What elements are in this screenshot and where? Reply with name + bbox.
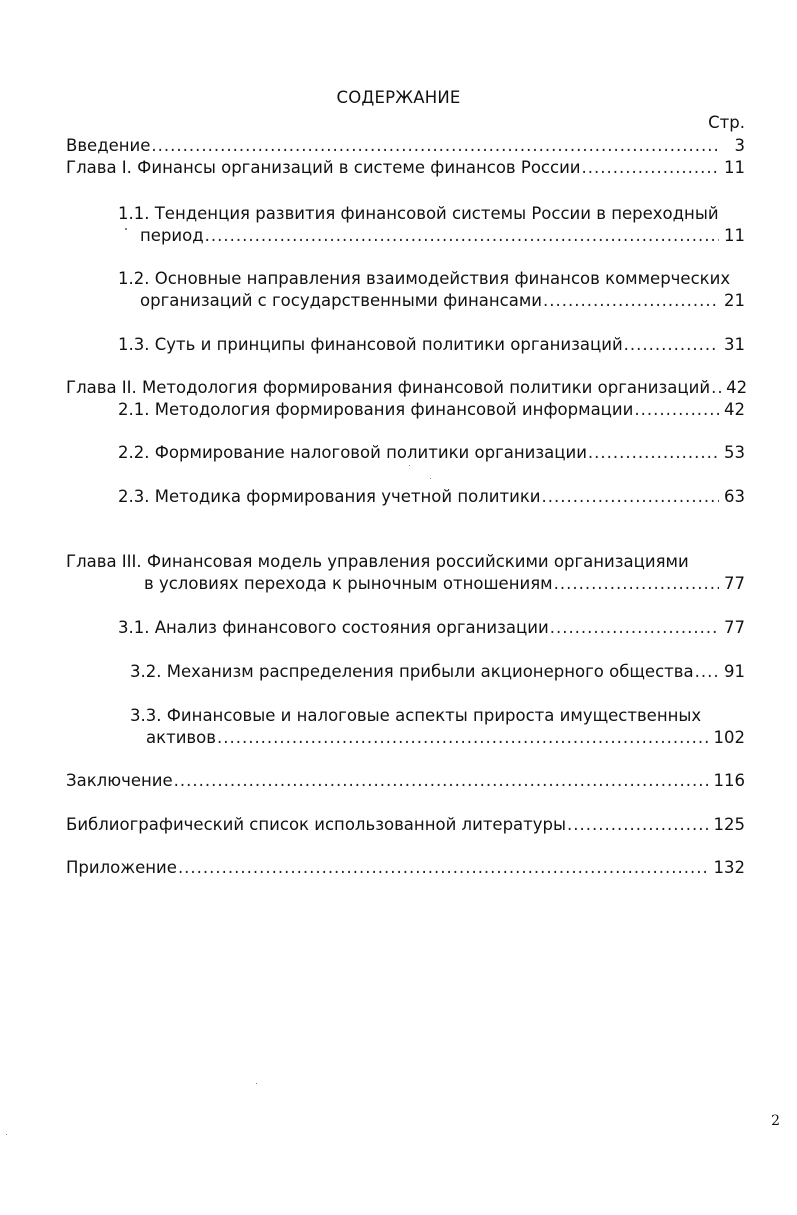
- toc-entry-first-line: 1.1. Тенденция развития финансовой системы России в переходный: [118, 204, 719, 223]
- toc-page-number: 53: [724, 443, 745, 462]
- leader-dots: [588, 442, 719, 464]
- toc-entry-section-1-3: [118, 334, 745, 356]
- leader-dots: [695, 661, 719, 683]
- toc-entry-section-1-2: [118, 268, 745, 312]
- toc-entry-text: 2.3. Методика формирования учетной политики: [118, 487, 541, 506]
- leader-dots: [217, 727, 710, 749]
- leader-dots: [178, 857, 710, 879]
- scan-speck: [125, 228, 127, 230]
- toc-entry-text: организаций с государственными финансами: [140, 291, 543, 310]
- toc-entry-section-2-2: [118, 442, 745, 464]
- toc-entry-text: 2.2. Формирование налоговой политики организации: [118, 443, 587, 462]
- toc-entry-intro: [66, 135, 745, 157]
- toc-entry-chapter-3: [66, 551, 745, 595]
- toc-page-number: 132: [713, 858, 745, 877]
- scan-speck: [430, 478, 431, 479]
- toc-page-number: 21: [724, 291, 745, 310]
- toc-entry-chapter-2: [66, 377, 748, 399]
- toc-page-number: 3: [734, 136, 745, 155]
- leader-dots: [543, 290, 719, 312]
- leader-dots: [567, 814, 709, 836]
- toc-entry-text: 3.1. Анализ финансового состояния организации: [118, 618, 549, 637]
- scan-speck: [409, 465, 410, 466]
- toc-entry-text: 2.1. Методология формирования финансовой информации: [118, 400, 634, 419]
- toc-page-number: 11: [724, 226, 745, 245]
- toc-page-number: 11: [724, 158, 745, 177]
- toc-entry-first-line: Глава III. Финансовая модель управления российскими организациями: [66, 552, 689, 571]
- toc-entry-text: Библиографический список использованной литературы: [66, 815, 567, 834]
- toc-entry-text: период: [140, 226, 204, 245]
- toc-entry-text: Введение: [66, 136, 151, 155]
- leader-dots: [542, 486, 719, 508]
- page-column-header: Стр.: [708, 113, 745, 132]
- leader-dots: [550, 617, 719, 639]
- toc-entry-conclusion: [66, 770, 745, 792]
- toc-page-number: 102: [713, 728, 745, 747]
- toc-entry-text: активов: [146, 728, 216, 747]
- toc-entry-section-3-3: [130, 705, 745, 749]
- leader-dots: [554, 573, 719, 595]
- toc-entry-text: в условиях перехода к рыночным отношениям: [144, 574, 553, 593]
- toc-entry-text: Глава I. Финансы организаций в системе финансов России: [66, 158, 581, 177]
- leader-dots: [634, 399, 719, 421]
- leader-dots: [582, 157, 719, 179]
- toc-entry-chapter-1: [66, 157, 745, 179]
- toc-entry-appendix: [66, 857, 745, 879]
- toc-entry-section-3-2: [130, 661, 745, 683]
- toc-page-number: 116: [713, 771, 745, 790]
- toc-page-number: 31: [724, 335, 745, 354]
- toc-entry-bibliography: [66, 814, 745, 836]
- leader-dots: [151, 135, 719, 157]
- page-number: 2: [771, 1113, 780, 1129]
- toc-entry-section-1-1: [118, 203, 745, 247]
- page-title: СОДЕРЖАНИЕ: [336, 88, 461, 107]
- toc-page-number: 63: [724, 487, 745, 506]
- scan-speck: [6, 1134, 7, 1135]
- leader-dots: [711, 377, 721, 399]
- scan-speck: [256, 1083, 257, 1084]
- toc-entry-section-2-3: [118, 486, 745, 508]
- toc-entry-first-line: 1.2. Основные направления взаимодействия финансов коммерческих: [118, 269, 731, 288]
- toc-entry-first-line: 3.3. Финансовые и налоговые аспекты прироста имущественных: [130, 706, 702, 725]
- toc-entry-text: Заключение: [66, 771, 173, 790]
- toc-page-number: 77: [724, 574, 745, 593]
- leader-dots: [205, 225, 719, 247]
- toc-entry-text: 1.3. Суть и принципы финансовой политики организаций: [118, 335, 623, 354]
- leader-dots: [624, 334, 719, 356]
- toc-entry-text: Приложение: [66, 858, 177, 877]
- toc-page-number: 42: [726, 378, 748, 397]
- toc-entry-text: 3.2. Механизм распределения прибыли акционерного общества: [130, 662, 694, 681]
- toc-page-number: 125: [713, 815, 745, 834]
- leader-dots: [174, 770, 710, 792]
- toc-entry-section-2-1: [118, 399, 745, 421]
- toc-page-number: 42: [724, 400, 745, 419]
- toc-entry-text: Глава II. Методология формирования финансовой политики организаций: [66, 378, 711, 397]
- toc-page-number: 77: [724, 618, 745, 637]
- toc-entry-section-3-1: [118, 617, 745, 639]
- toc-page-number: 91: [724, 662, 745, 681]
